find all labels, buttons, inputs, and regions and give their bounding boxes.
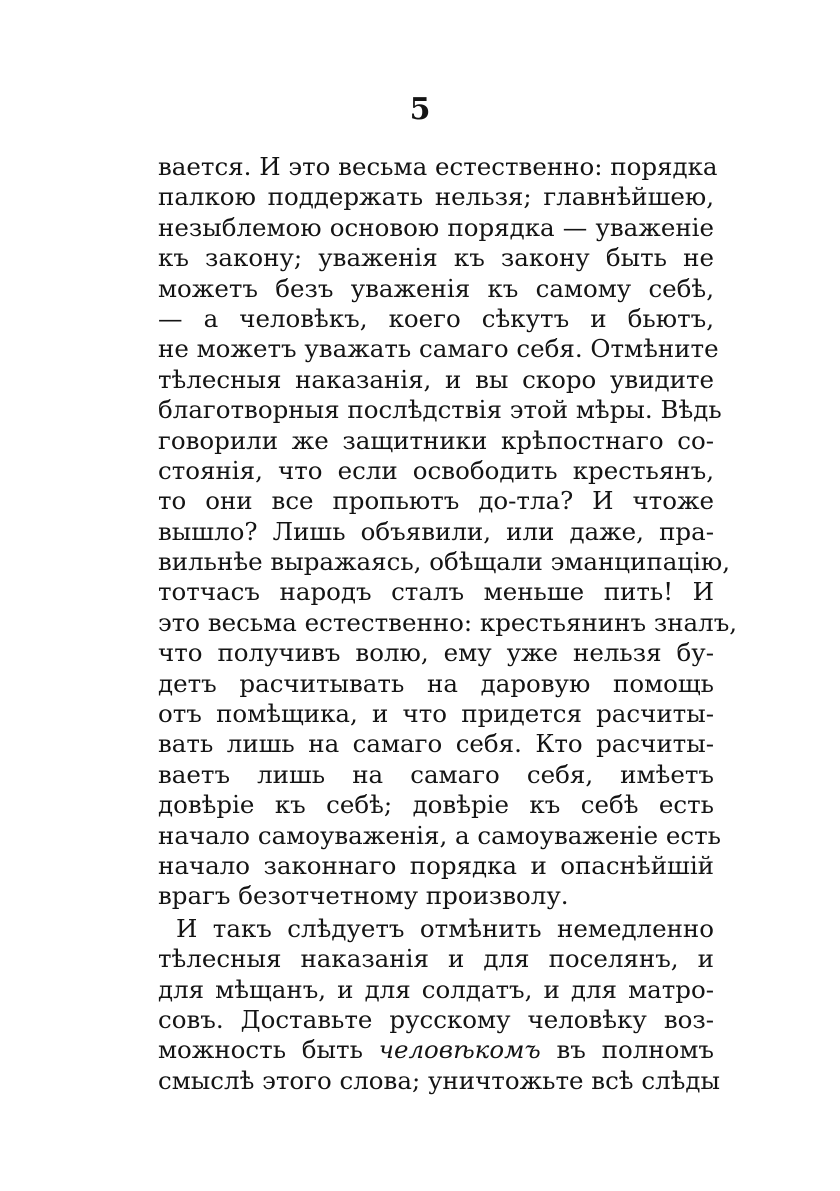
paragraph (158, 913, 721, 1096)
text-line: ваетъ лишь на самаго себя, имѣетъ (158, 759, 714, 789)
text-line: вается. И это весьма естественно: порядка (158, 152, 718, 181)
text-fragment: въ полномъ (540, 1035, 714, 1065)
text-line: что получивъ волю, ему уже нельзя бу- (158, 638, 714, 668)
text-line: вильнѣе выражаясь, обѣщали эманципацію, (158, 547, 731, 577)
text-line (158, 1035, 714, 1065)
text-line: начало законнаго порядка и опаснѣйшій (158, 850, 714, 880)
text-line: можетъ безъ уваженія къ самому себѣ, (158, 273, 714, 303)
text-line: довѣріе къ себѣ; довѣріе къ себѣ есть (158, 790, 714, 820)
text-line: смыслѣ этого слова; уничтожьте всѣ слѣды (158, 1065, 721, 1095)
text-line: вать лишь на самаго себя. Кто расчиты- (158, 729, 714, 759)
text-line: для мѣщанъ, и для солдатъ, и для матро- (158, 974, 714, 1004)
text-line: стоянія, что если освободить крестьянъ, (158, 455, 714, 485)
italic-word: человѣкомъ (378, 1035, 541, 1065)
page-number: 5 (409, 92, 431, 127)
text-line: тотчасъ народъ сталъ меньше пить! И (158, 577, 714, 607)
text-line: то они все пропьютъ до-тла? И чтоже (158, 486, 714, 516)
text-line: тѣлесныя наказанія и для поселянъ, и (158, 944, 714, 974)
body-text (158, 152, 738, 1096)
text-line: вышло? Лишь объявили, или даже, пра- (158, 516, 714, 546)
paragraph (158, 152, 738, 912)
text-line: начало самоуваженія, а самоуваженіе есть (158, 820, 721, 850)
text-line: это весьма естественно: крестьянинъ зналъ, (158, 607, 738, 637)
text-line: детъ расчитывать на даровую помощь (158, 668, 714, 698)
text-line: И такъ слѣдуетъ отмѣнить немедленно (176, 913, 714, 943)
text-line: къ закону; уваженія къ закону быть не (158, 243, 714, 273)
text-line: говорили же защитники крѣпостнаго со- (158, 425, 714, 455)
text-fragment: можность быть (158, 1035, 379, 1065)
text-line: благотворныя послѣдствія этой мѣры. Вѣдь (158, 395, 722, 425)
text-line: — а человѣкъ, коего сѣкутъ и бьютъ, (158, 303, 714, 333)
text-line: не можетъ уважать самаго себя. Отмѣните (158, 334, 719, 364)
text-line: палкою поддержать нельзя; главнѣйшею, (158, 182, 714, 212)
text-line: отъ помѣщика, и что придется расчиты- (158, 699, 714, 729)
text-line: незыблемою основою порядка — уваженіе (158, 212, 714, 242)
text-line: совъ. Доставьте русскому человѣку воз- (158, 1004, 714, 1034)
text-line: тѣлесныя наказанія, и вы скоро увидите (158, 364, 714, 394)
text-line: врагъ безотчетному произволу. (158, 881, 569, 911)
